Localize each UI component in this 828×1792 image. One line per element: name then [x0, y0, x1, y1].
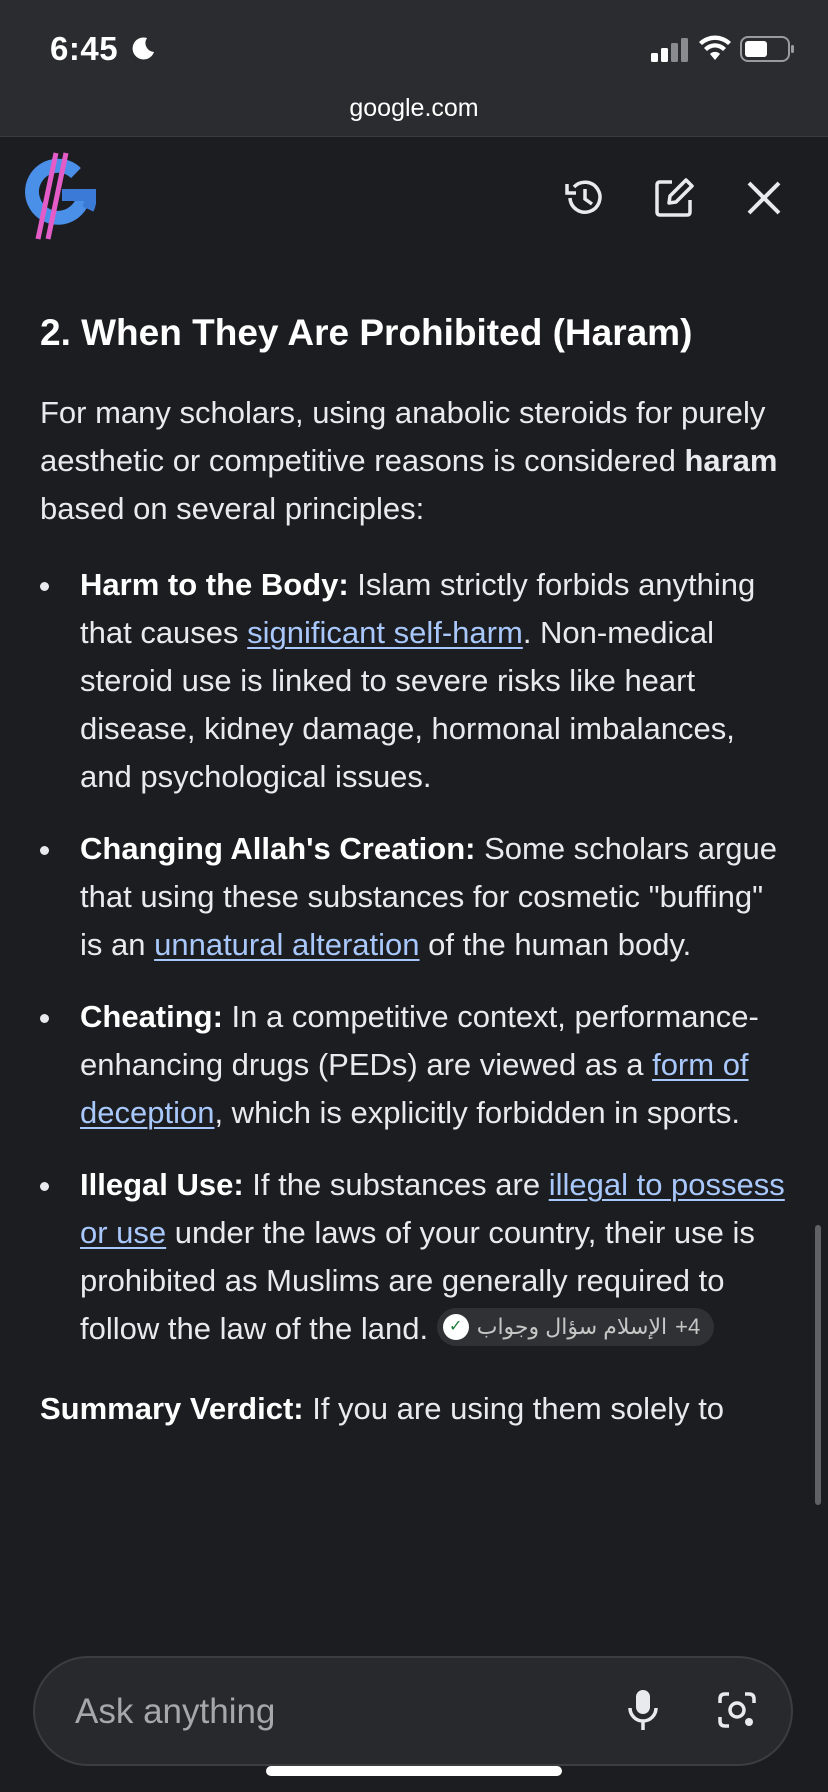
app-header	[0, 137, 828, 257]
status-bar	[0, 0, 828, 90]
url-text: google.com	[349, 94, 479, 122]
wifi-icon	[698, 35, 732, 66]
bullet-dot	[40, 1182, 49, 1191]
answer-content	[40, 305, 785, 1433]
clock: 6:45	[50, 30, 119, 67]
list-item: Cheating: In a competitive context, performance-enhancing drugs (PEDs) are viewed as a form of deception, which is explicitly forbidden in sports.	[40, 993, 785, 1137]
bullet-dot	[40, 846, 49, 855]
google-g-logo-icon	[22, 143, 102, 248]
intro-bold: haram	[684, 443, 778, 478]
list-item: Illegal Use: If the substances are illegal to possess or use under the laws of your country, their use is prohibited as Muslims are generally required to follow the law of the land. ✓ الإسلام سؤال وجواب +4	[40, 1161, 785, 1353]
battery-icon	[740, 36, 796, 67]
history-icon	[562, 176, 606, 225]
source-link[interactable]: significant self-harm	[247, 615, 523, 650]
bullet-dot	[40, 582, 49, 591]
bullet-dot	[40, 1014, 49, 1023]
moon-icon	[130, 35, 156, 66]
source-link[interactable]: form of deception	[80, 1047, 749, 1130]
microphone-icon	[626, 1688, 660, 1737]
camera-lens-icon	[716, 1689, 758, 1736]
camera-lens-button[interactable]	[709, 1684, 765, 1740]
source-chip-count: +4	[675, 1313, 701, 1339]
edit-icon	[652, 176, 696, 225]
ask-input[interactable]	[73, 1686, 597, 1738]
principles-list	[40, 561, 785, 1353]
source-favicon-icon: ✓	[443, 1314, 469, 1340]
source-link[interactable]: unnatural alteration	[154, 927, 420, 962]
close-button[interactable]	[736, 172, 792, 228]
scrollbar[interactable]	[815, 1225, 821, 1505]
close-icon	[744, 178, 784, 223]
point-title: Cheating:	[80, 999, 223, 1034]
point-title: Changing Allah's Creation:	[80, 831, 476, 866]
section-heading: 2. When They Are Prohibited (Haram)	[40, 312, 693, 353]
list-item: Changing Allah's Creation: Some scholars argue that using these substances for cosmetic "buffing" is an unnatural alteration of the human body.	[40, 825, 785, 969]
microphone-button[interactable]	[615, 1684, 671, 1740]
url-bar[interactable]	[0, 90, 828, 137]
summary-title: Summary Verdict:	[40, 1391, 304, 1426]
signal-icon	[651, 38, 689, 67]
edit-button[interactable]	[646, 172, 702, 228]
intro-paragraph: For many scholars, using anabolic steroids for purely aesthetic or competitive reasons is considered haram based on several principles:	[40, 395, 778, 526]
list-item: Harm to the Body: Islam strictly forbids anything that causes significant self-harm. Non-medical steroid use is linked to severe risks like heart disease, kidney damage, hormonal imbalances, and psychological issues.	[40, 561, 785, 801]
point-title: Harm to the Body:	[80, 567, 349, 602]
source-chip[interactable]	[437, 1308, 714, 1346]
source-link[interactable]: illegal to possess or use	[80, 1167, 785, 1250]
ask-bar[interactable]	[33, 1656, 793, 1766]
home-indicator[interactable]	[266, 1766, 562, 1776]
history-button[interactable]	[556, 172, 612, 228]
source-chip-label: الإسلام سؤال وجواب	[476, 1313, 668, 1339]
summary-paragraph: Summary Verdict: If you are using them solely to	[40, 1391, 725, 1426]
point-title: Illegal Use:	[80, 1167, 244, 1202]
